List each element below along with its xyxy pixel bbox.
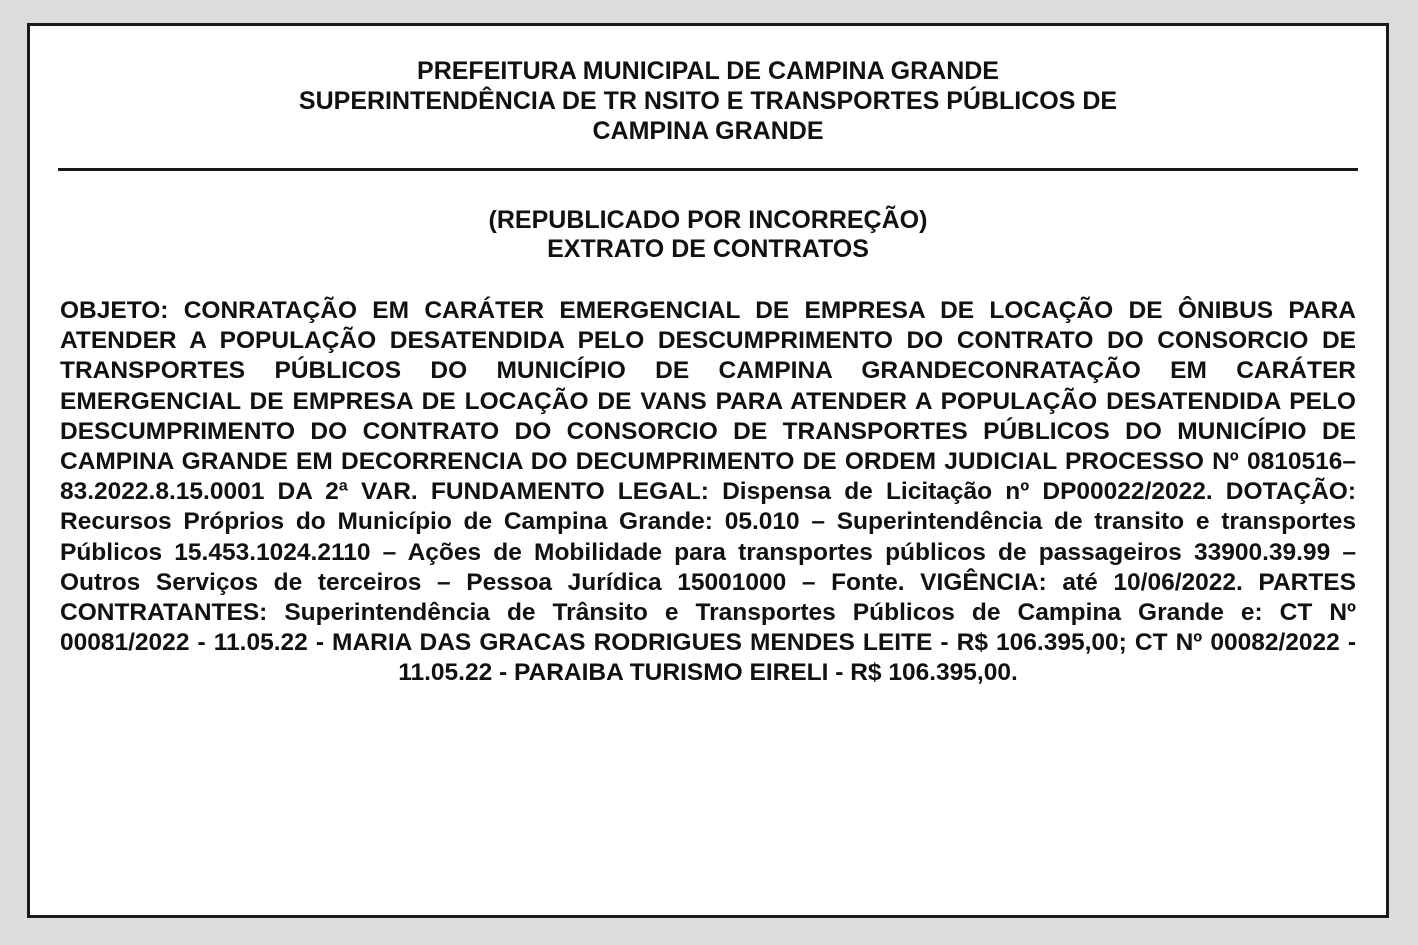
header-line-2: SUPERINTENDÊNCIA DE TR NSITO E TRANSPORTES PÚBLICOS DE bbox=[298, 87, 1118, 115]
notice-subheader bbox=[30, 206, 1386, 264]
notice-header bbox=[30, 56, 1386, 146]
notice-frame bbox=[27, 23, 1389, 918]
header-line-3: CAMPINA GRANDE bbox=[592, 117, 824, 145]
header-line-1: PREFEITURA MUNICIPAL DE CAMPINA GRANDE bbox=[417, 57, 999, 85]
republication-note: (REPUBLICADO POR INCORREÇÃO) bbox=[488, 206, 928, 234]
notice-title: EXTRATO DE CONTRATOS bbox=[547, 235, 869, 263]
header-divider bbox=[58, 168, 1358, 171]
notice-body: OBJETO: CONRATAÇÃO EM CARÁTER EMERGENCIAL DE EMPRESA DE LOCAÇÃO DE ÔNIBUS PARA ATENDER A POPULAÇÃO DESATENDIDA PELO DESCUMPRIMENTO DO CONTRATO DO CONSORCIO DE TRANSPORTES PÚBLICOS DO MUNICÍPIO DE CAMPINA GRANDECONRATAÇÃO EM CARÁTER EMERGENCIAL DE EMPRESA DE LOCAÇÃO DE VANS PARA ATENDER A POPULAÇÃO DESATENDIDA PELO DESCUMPRIMENTO DO CONTRATO DO CONSORCIO DE TRANSPORTES PÚBLICOS DO MUNICÍPIO DE CAMPINA GRANDE EM DECORRENCIA DO DECUMPRIMENTO DE ORDEM JUDICIAL PROCESSO Nº 0810516–83.2022.8.15.0001 DA 2ª VAR. FUNDAMENTO LEGAL: Dispensa de Licitação nº DP00022/2022. DOTAÇÃO: Recursos Próprios do Município de Campina Grande: 05.010 – Superintendência de transito e transportes Públicos 15.453.1024.2110 – Ações de Mobilidade para transportes públicos de passageiros 33900.39.99 – Outros Serviços de terceiros – Pessoa Jurídica 15001000 – Fonte. VIGÊNCIA: até 10/06/2022. PARTES CONTRATANTES: Superintendência de Trânsito e Transportes Públicos de Campina Grande e: CT Nº 00081/2022 - 11.05.22 - MARIA DAS GRACAS RODRIGUES MENDES LEITE - R$ 106.395,00; CT Nº 00082/2022 - 11.05.22 - PARAIBA TURISMO EIRELI - R$ 106.395,00. bbox=[60, 297, 1356, 687]
